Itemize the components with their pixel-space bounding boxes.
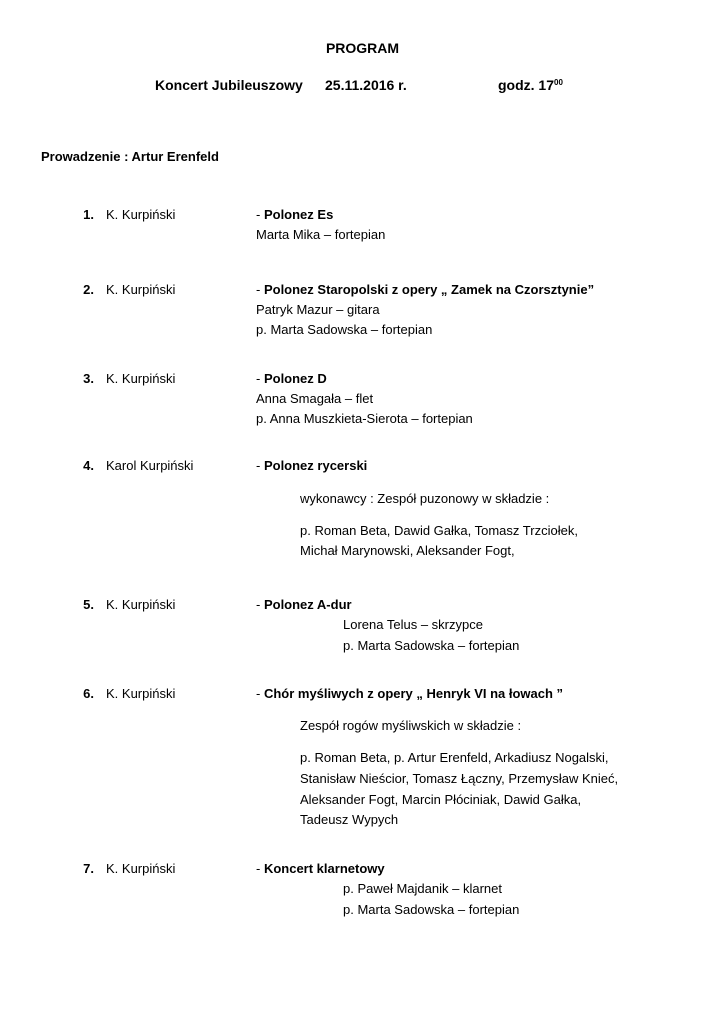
performer-line: p. Paweł Majdanik – klarnet [343,881,502,896]
item-dash: - [256,686,264,701]
item-number: 5. [83,597,94,612]
item-piece [256,861,385,877]
item-piece [256,282,594,298]
item-piece-title: Polonez A-dur [263,597,352,612]
performer-line: p. Roman Beta, Dawid Gałka, Tomasz Trzciołek, [300,523,578,538]
item-piece-title: Koncert klarnetowy [263,861,385,876]
item-number: 4. [83,458,94,473]
item-piece-title: Polonez Es [263,207,334,222]
item-dash: - [256,371,264,386]
item-composer: K. Kurpiński [106,371,176,386]
performer-line: p. Roman Beta, p. Artur Erenfeld, Arkadiusz Nogalski, [300,750,609,765]
item-dash: - [256,861,264,876]
performer-line: Lorena Telus – skrzypce [343,617,483,632]
item-composer: K. Kurpiński [106,282,176,297]
page-title: PROGRAM [325,40,400,56]
item-piece [256,686,563,702]
performer-line: Aleksander Fogt, Marcin Płóciniak, Dawid Gałka, [300,792,582,807]
item-dash: - [256,207,264,222]
performer-line: Patryk Mazur – gitara [256,302,380,317]
performer-line: Marta Mika – fortepian [256,227,386,242]
item-piece [256,458,367,474]
concert-time [498,77,563,93]
item-number: 3. [83,371,94,386]
item-number: 7. [83,861,94,876]
item-piece-title: Chór myśliwych z opery „ Henryk VI na łowach ” [263,686,564,701]
item-piece-title: Polonez rycerski [263,458,368,473]
host-line: Prowadzenie : Artur Erenfeld [41,149,219,164]
performer-line: p. Marta Sadowska – fortepian [343,638,520,653]
concert-time-minutes: 00 [554,78,563,87]
performer-line: Michał Marynowski, Aleksander Fogt, [300,543,515,558]
ensemble-intro: wykonawcy : Zespół puzonowy w składzie : [300,491,550,506]
performer-line: p. Marta Sadowska – fortepian [343,902,520,917]
item-piece-title: Polonez Staropolski z opery „ Zamek na Czorsztynie” [263,282,595,297]
item-dash: - [256,458,264,473]
item-composer: K. Kurpiński [106,686,176,701]
performer-line: Tadeusz Wypych [300,812,399,827]
ensemble-intro: Zespół rogów myśliwskich w składzie : [300,718,522,733]
concert-date: 25.11.2016 r. [325,77,407,93]
concert-name: Koncert Jubileuszowy [155,77,303,93]
item-dash: - [256,597,264,612]
item-composer: K. Kurpiński [106,861,176,876]
item-piece [256,207,333,223]
performer-line: p. Marta Sadowska – fortepian [256,322,433,337]
item-composer: K. Kurpiński [106,207,176,222]
item-composer: Karol Kurpiński [106,458,194,473]
performer-line: Anna Smagała – flet [256,391,374,406]
item-piece-title: Polonez D [263,371,327,386]
item-composer: K. Kurpiński [106,597,176,612]
item-number: 2. [83,282,94,297]
item-piece [256,597,352,613]
performer-line: Stanisław Nieścior, Tomasz Łączny, Przemysław Knieć, [300,771,619,786]
item-dash: - [256,282,264,297]
item-number: 1. [83,207,94,222]
item-number: 6. [83,686,94,701]
concert-time-hour: godz. 17 [498,77,555,93]
item-piece [256,371,327,387]
performer-line: p. Anna Muszkieta-Sierota – fortepian [256,411,473,426]
